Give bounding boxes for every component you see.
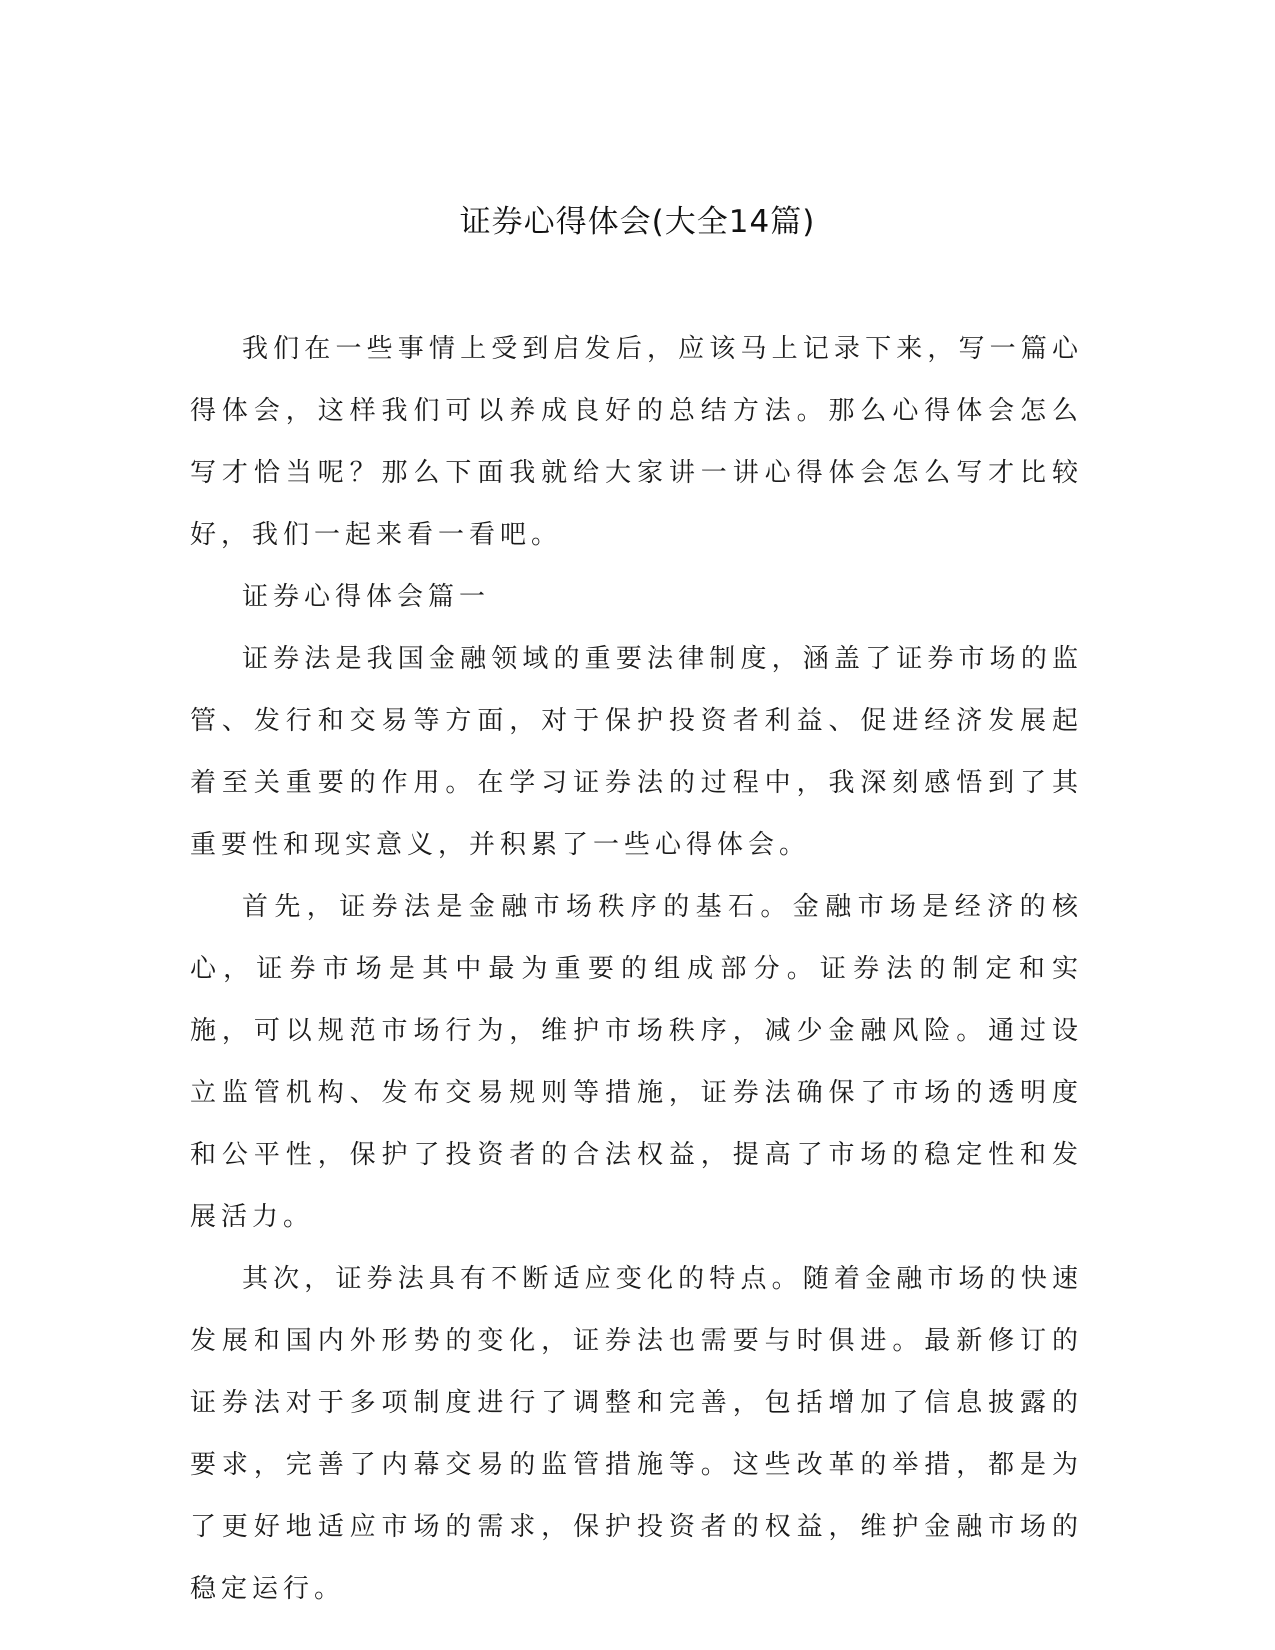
document-title: 证券心得体会(大全14篇)	[459, 204, 816, 240]
document-body	[190, 318, 1083, 1620]
body-paragraph: 首先，证券法是金融市场秩序的基石。金融市场是经济的核心，证券市场是其中最为重要的组成部分。证券法的制定和实施，可以规范市场行为，维护市场秩序，减少金融风险。通过设立监管机构、发布交易规则等措施，证券法确保了市场的透明度和公平性，保护了投资者的合法权益，提高了市场的稳定性和发展活力。	[190, 892, 1083, 1232]
body-paragraph: 其次，证券法具有不断适应变化的特点。随着金融市场的快速发展和国内外形势的变化，证券法也需要与时俱进。最新修订的证券法对于多项制度进行了调整和完善，包括增加了信息披露的要求，完善了内幕交易的监管措施等。这些改革的举措，都是为了更好地适应市场的需求，保护投资者的权益，维护金融市场的稳定运行。	[190, 1264, 1083, 1604]
body-paragraph: 证券法是我国金融领域的重要法律制度，涵盖了证券市场的监管、发行和交易等方面，对于保护投资者利益、促进经济发展起着至关重要的作用。在学习证券法的过程中，我深刻感悟到了其重要性和现实意义，并积累了一些心得体会。	[190, 644, 1083, 860]
section-heading: 证券心得体会篇一	[242, 582, 491, 612]
intro-paragraph: 我们在一些事情上受到启发后，应该马上记录下来，写一篇心得体会，这样我们可以养成良好的总结方法。那么心得体会怎么写才恰当呢？那么下面我就给大家讲一讲心得体会怎么写才比较好，我们一起来看一看吧。	[190, 334, 1083, 550]
